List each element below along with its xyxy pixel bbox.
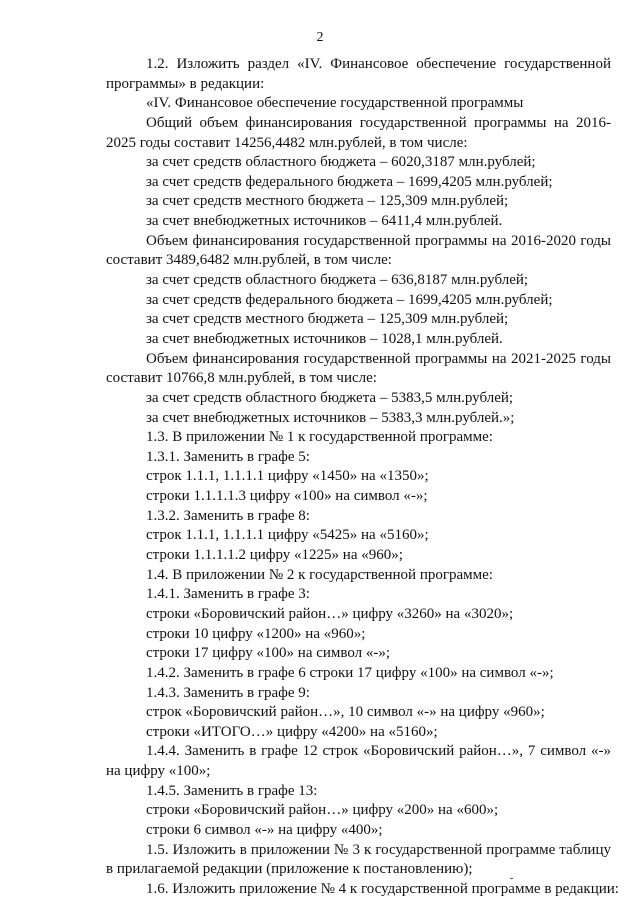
text-line: 1.4. В приложении № 2 к государственной программе: [146, 566, 493, 583]
text-line: строки 10 цифру «1200» на «960»; [146, 625, 366, 642]
text-line: строки 6 символ «-» на цифру «400»; [146, 821, 383, 838]
text-line: 1.5. Изложить в приложении № 3 к государственной программе таблицу [146, 841, 611, 858]
text-line: за счет средств областного бюджета – 6020,3187 млн.рублей; [146, 154, 536, 171]
text-line: составит 3489,6482 млн.рублей, в том числе: [106, 252, 392, 269]
text-line: строк «Боровичский район…», 10 символ «-» на цифру «960»; [146, 704, 545, 721]
text-line: строк 1.1.1, 1.1.1.1 цифру «5425» на «5160»; [146, 527, 429, 544]
text-line: Объем финансирования государственной программы на 2021-2025 годы [146, 350, 611, 367]
text-line: за счет средств федерального бюджета – 1699,4205 млн.рублей; [146, 173, 553, 190]
text-line: «IV. Финансовое обеспечение государственной программы [146, 95, 524, 112]
text-line: 1.4.2. Заменить в графе 6 строки 17 цифру «100» на символ «-»; [146, 664, 554, 681]
page-number: 2 [316, 30, 324, 45]
text-line: 1.3. В приложении № 1 к государственной программе: [146, 429, 493, 446]
text-line: 2025 годы составит 14256,4482 млн.рублей, в том числе: [106, 134, 468, 151]
text-line: за счет средств областного бюджета – 636,8187 млн.рублей; [146, 272, 529, 289]
text-line: 1.4.1. Заменить в графе 3: [146, 586, 310, 603]
text-line: составит 10766,8 млн.рублей, в том числе: [106, 370, 377, 387]
text-line: Общий объем финансирования государственной программы на 2016- [146, 114, 611, 131]
text-line: 1.3.1. Заменить в графе 5: [146, 448, 310, 465]
text-line: 1.3.2. Заменить в графе 8: [146, 507, 310, 524]
text-line: строк 1.1.1, 1.1.1.1 цифру «1450» на «1350»; [146, 468, 429, 485]
text-line: за счет внебюджетных источников – 1028,1 млн.рублей. [146, 330, 503, 347]
text-line: Объем финансирования государственной программы на 2016-2020 годы [146, 232, 611, 249]
text-line: за счет внебюджетных источников – 6411,4 млн.рублей. [146, 213, 503, 230]
text-line: в прилагаемой редакции (приложение к постановлению); [106, 861, 473, 878]
text-line: 1.6. Изложить приложение № 4 к государственной программе в редакции: [146, 880, 619, 897]
text-line: строки 1.1.1.1.3 цифру «100» на символ «-»; [146, 488, 428, 505]
text-line: на цифру «100»; [106, 763, 211, 780]
text-line: строки «Боровичский район…» цифру «200» на «600»; [146, 802, 499, 819]
text-line: 1.2. Изложить раздел «IV. Финансовое обеспечение государственной [146, 56, 611, 72]
text-line: строки «ИТОГО…» цифру «4200» на «5160»; [146, 723, 438, 740]
document-body [106, 55, 619, 900]
text-line: строки 1.1.1.1.2 цифру «1225» на «960»; [146, 547, 403, 564]
text-line: 1.4.4. Заменить в графе 12 строк «Боровичский район…», 7 символ «-» [146, 743, 611, 760]
text-line: программы» в редакции: [106, 75, 265, 92]
text-line: за счет внебюджетных источников – 5383,3 млн.рублей.»; [146, 409, 515, 426]
text-line: за счет средств местного бюджета – 125,309 млн.рублей; [146, 311, 509, 328]
text-line: за счет средств областного бюджета – 5383,5 млн.рублей; [146, 389, 514, 406]
text-line: 1.4.3. Заменить в графе 9: [146, 684, 310, 701]
text-line: строки «Боровичский район…» цифру «3260» на «3020»; [146, 605, 514, 622]
text-line: за счет средств местного бюджета – 125,309 млн.рублей; [146, 193, 509, 210]
text-line: за счет средств федерального бюджета – 1699,4205 млн.рублей; [146, 291, 553, 308]
scan-speck [510, 878, 513, 879]
text-line: строки 17 цифру «100» на символ «-»; [146, 645, 391, 662]
text-line: 1.4.5. Заменить в графе 13: [146, 782, 318, 799]
